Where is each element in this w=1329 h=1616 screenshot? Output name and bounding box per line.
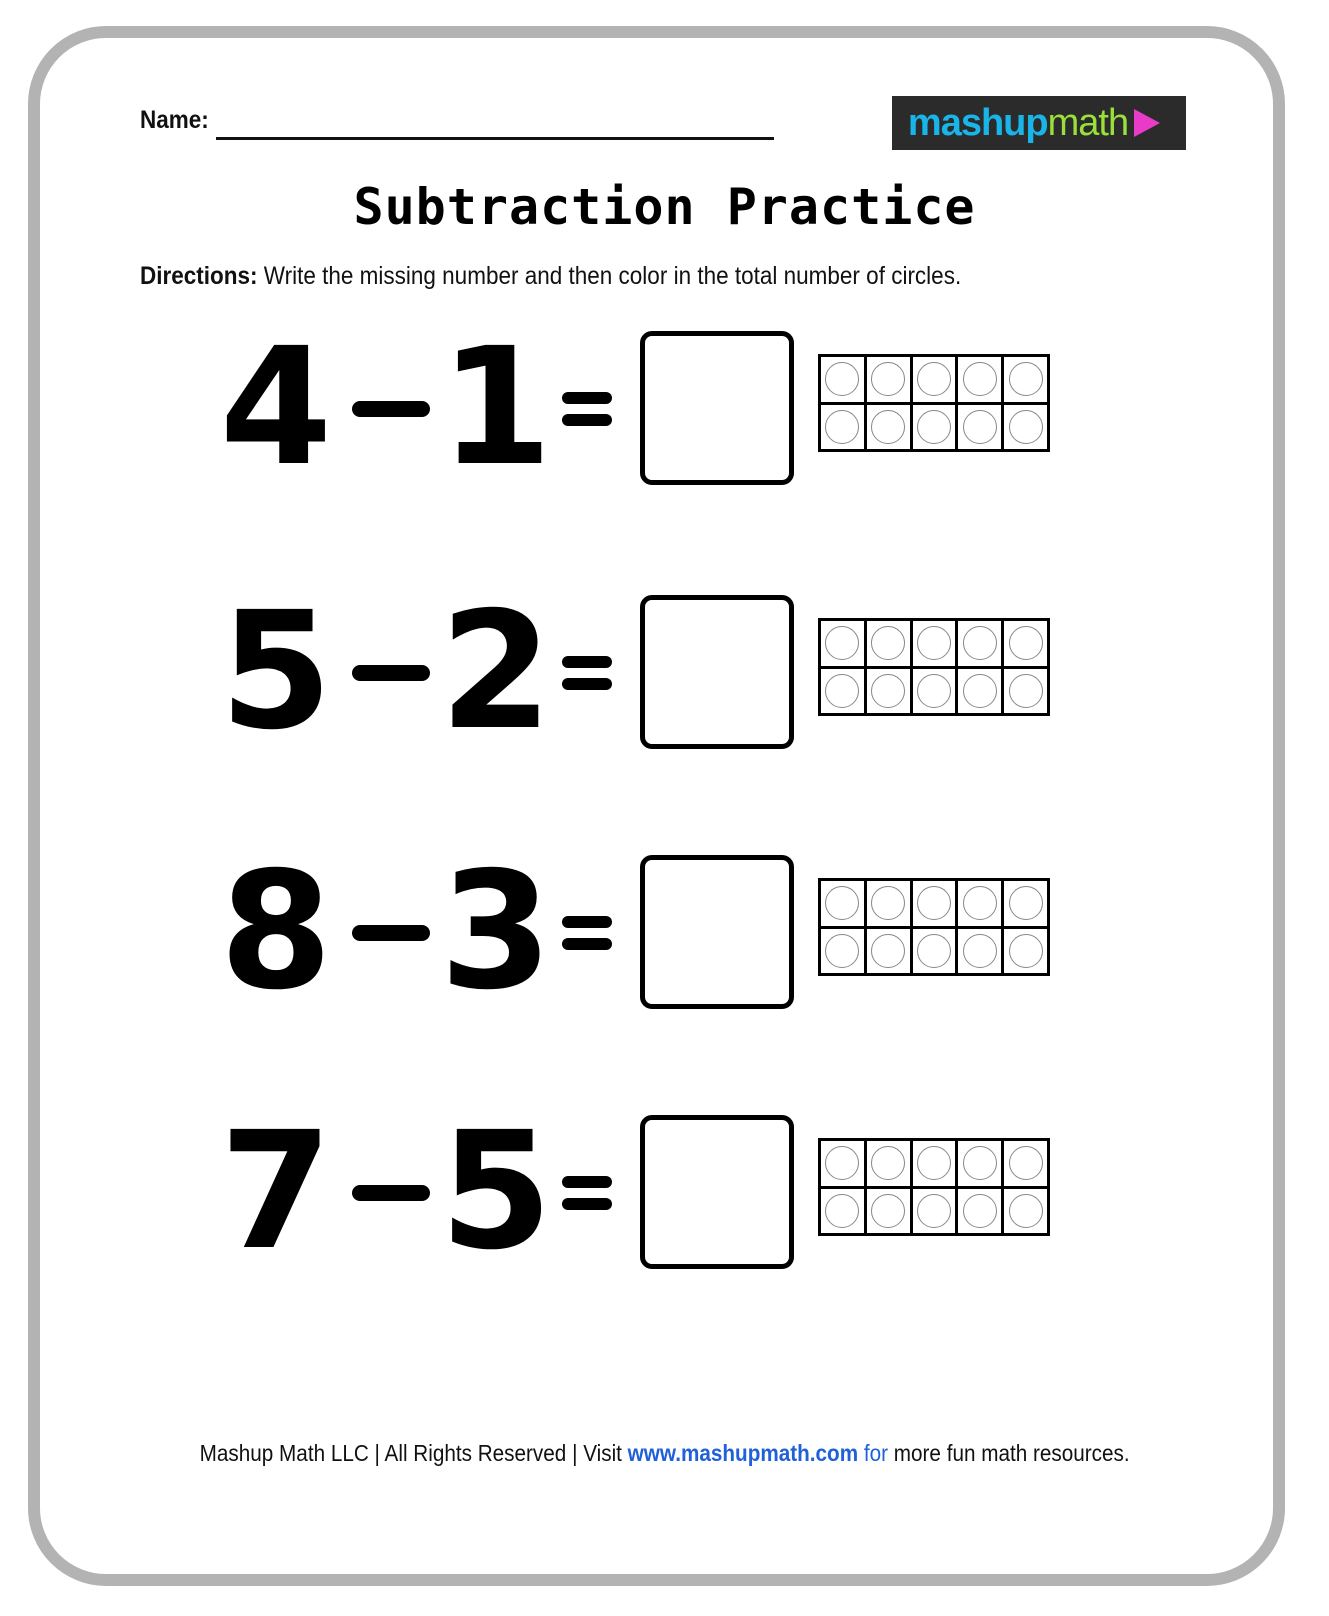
circle-to-color[interactable] <box>963 886 997 920</box>
circle-to-color[interactable] <box>871 1194 905 1228</box>
circle-to-color[interactable] <box>871 1146 905 1180</box>
footer-copyright: Mashup Math LLC | All Rights Reserved | Visit <box>199 1440 628 1466</box>
circle-to-color[interactable] <box>963 1146 997 1180</box>
circle-to-color[interactable] <box>871 626 905 660</box>
logo-part-mashup: mashup <box>907 102 1048 144</box>
ten-frame-cell <box>958 405 1001 450</box>
circle-to-color[interactable] <box>917 674 951 708</box>
ten-frame-cell <box>958 621 1001 666</box>
ten-frame <box>818 1138 1050 1236</box>
ten-frame <box>818 618 1050 716</box>
ten-frame-cell <box>821 405 864 450</box>
equals-sign-top <box>562 916 612 928</box>
mashupmath-logo <box>892 96 1186 150</box>
page-title: Subtraction Practice <box>353 178 976 236</box>
circle-to-color[interactable] <box>1009 886 1043 920</box>
minuend: 5 <box>219 578 333 766</box>
ten-frame-cell <box>1004 405 1047 450</box>
circle-to-color[interactable] <box>871 674 905 708</box>
footer-for: for <box>857 1440 888 1466</box>
ten-frame-cell <box>913 621 956 666</box>
worksheet-border <box>28 26 1285 1586</box>
answer-box[interactable] <box>640 855 794 1009</box>
circle-to-color[interactable] <box>963 626 997 660</box>
name-input-line[interactable] <box>216 137 774 140</box>
footer <box>0 1440 1329 1467</box>
name-label: Name: <box>140 106 209 134</box>
circle-to-color[interactable] <box>917 934 951 968</box>
directions-text: Write the missing number and then color in the total number of circles. <box>257 262 962 290</box>
circle-to-color[interactable] <box>871 934 905 968</box>
ten-frame-cell <box>1004 929 1047 974</box>
equals-sign-bottom <box>562 938 612 950</box>
ten-frame-cell <box>1004 621 1047 666</box>
ten-frame <box>818 354 1050 452</box>
problem-4 <box>0 1098 1329 1286</box>
ten-frame-cell <box>913 669 956 714</box>
play-triangle-icon <box>1132 107 1162 139</box>
ten-frame-cell <box>1004 669 1047 714</box>
ten-frame-cell <box>867 881 910 926</box>
equals-sign-top <box>562 1176 612 1188</box>
ten-frame-cell <box>958 357 1001 402</box>
circle-to-color[interactable] <box>963 362 997 396</box>
problem-3 <box>0 838 1329 1026</box>
ten-frame-cell <box>1004 357 1047 402</box>
name-row <box>140 108 216 133</box>
ten-frame <box>818 878 1050 976</box>
ten-frame-cell <box>958 929 1001 974</box>
ten-frame-cell <box>913 1189 956 1234</box>
ten-frame-cell <box>913 1141 956 1186</box>
minus-sign <box>352 665 430 681</box>
ten-frame-cell <box>867 357 910 402</box>
circle-to-color[interactable] <box>871 410 905 444</box>
answer-box[interactable] <box>640 595 794 749</box>
ten-frame-cell <box>821 881 864 926</box>
equals-sign-top <box>562 656 612 668</box>
ten-frame-cell <box>913 405 956 450</box>
ten-frame-cell <box>821 929 864 974</box>
minus-sign <box>352 1185 430 1201</box>
ten-frame-cell <box>1004 1189 1047 1234</box>
problem-2 <box>0 578 1329 766</box>
circle-to-color[interactable] <box>825 934 859 968</box>
ten-frame-cell <box>958 1189 1001 1234</box>
circle-to-color[interactable] <box>825 362 859 396</box>
circle-to-color[interactable] <box>1009 410 1043 444</box>
ten-frame-cell <box>867 669 910 714</box>
minus-sign <box>352 925 430 941</box>
ten-frame-cell <box>958 669 1001 714</box>
ten-frame-cell <box>867 929 910 974</box>
problem-1 <box>0 314 1329 502</box>
ten-frame-cell <box>821 357 864 402</box>
ten-frame-cell <box>867 1141 910 1186</box>
subtrahend: 5 <box>439 1098 553 1286</box>
circle-to-color[interactable] <box>917 362 951 396</box>
ten-frame-cell <box>821 621 864 666</box>
circle-to-color[interactable] <box>963 410 997 444</box>
circle-to-color[interactable] <box>1009 934 1043 968</box>
subtrahend: 3 <box>439 838 553 1026</box>
ten-frame-cell <box>821 669 864 714</box>
circle-to-color[interactable] <box>871 362 905 396</box>
ten-frame-cell <box>867 621 910 666</box>
ten-frame-cell <box>913 929 956 974</box>
circle-to-color[interactable] <box>825 626 859 660</box>
circle-to-color[interactable] <box>917 1194 951 1228</box>
circle-to-color[interactable] <box>963 674 997 708</box>
circle-to-color[interactable] <box>1009 362 1043 396</box>
answer-box[interactable] <box>640 331 794 485</box>
footer-text <box>200 1440 1130 1467</box>
circle-to-color[interactable] <box>871 886 905 920</box>
circle-to-color[interactable] <box>1009 1146 1043 1180</box>
circle-to-color[interactable] <box>825 1194 859 1228</box>
minuend: 8 <box>219 838 333 1026</box>
ten-frame-cell <box>958 1141 1001 1186</box>
equals-sign-bottom <box>562 414 612 426</box>
circle-to-color[interactable] <box>825 674 859 708</box>
minus-sign <box>352 401 430 417</box>
directions-label: Directions: <box>140 262 258 290</box>
minuend: 4 <box>219 314 333 502</box>
ten-frame-cell <box>821 1141 864 1186</box>
circle-to-color[interactable] <box>825 1146 859 1180</box>
logo-wordmark <box>908 104 1162 142</box>
equals-sign-bottom <box>562 1198 612 1210</box>
ten-frame-cell <box>867 1189 910 1234</box>
circle-to-color[interactable] <box>1009 674 1043 708</box>
ten-frame-cell <box>913 357 956 402</box>
answer-box[interactable] <box>640 1115 794 1269</box>
footer-link[interactable]: www.mashupmath.com <box>627 1440 858 1466</box>
ten-frame-cell <box>1004 881 1047 926</box>
ten-frame-cell <box>867 405 910 450</box>
ten-frame-cell <box>1004 1141 1047 1186</box>
subtrahend: 1 <box>439 314 553 502</box>
ten-frame-cell <box>958 881 1001 926</box>
minuend: 7 <box>219 1098 333 1286</box>
circle-to-color[interactable] <box>1009 626 1043 660</box>
circle-to-color[interactable] <box>917 886 951 920</box>
circle-to-color[interactable] <box>825 410 859 444</box>
circle-to-color[interactable] <box>917 410 951 444</box>
footer-tagline: more fun math resources. <box>887 1440 1130 1466</box>
circle-to-color[interactable] <box>1009 1194 1043 1228</box>
circle-to-color[interactable] <box>917 1146 951 1180</box>
circle-to-color[interactable] <box>963 934 997 968</box>
directions <box>140 262 961 291</box>
subtrahend: 2 <box>439 578 553 766</box>
equals-sign-top <box>562 392 612 404</box>
ten-frame-cell <box>821 1189 864 1234</box>
circle-to-color[interactable] <box>963 1194 997 1228</box>
circle-to-color[interactable] <box>825 886 859 920</box>
logo-part-math: math <box>1047 102 1129 144</box>
equals-sign-bottom <box>562 678 612 690</box>
ten-frame-cell <box>913 881 956 926</box>
circle-to-color[interactable] <box>917 626 951 660</box>
